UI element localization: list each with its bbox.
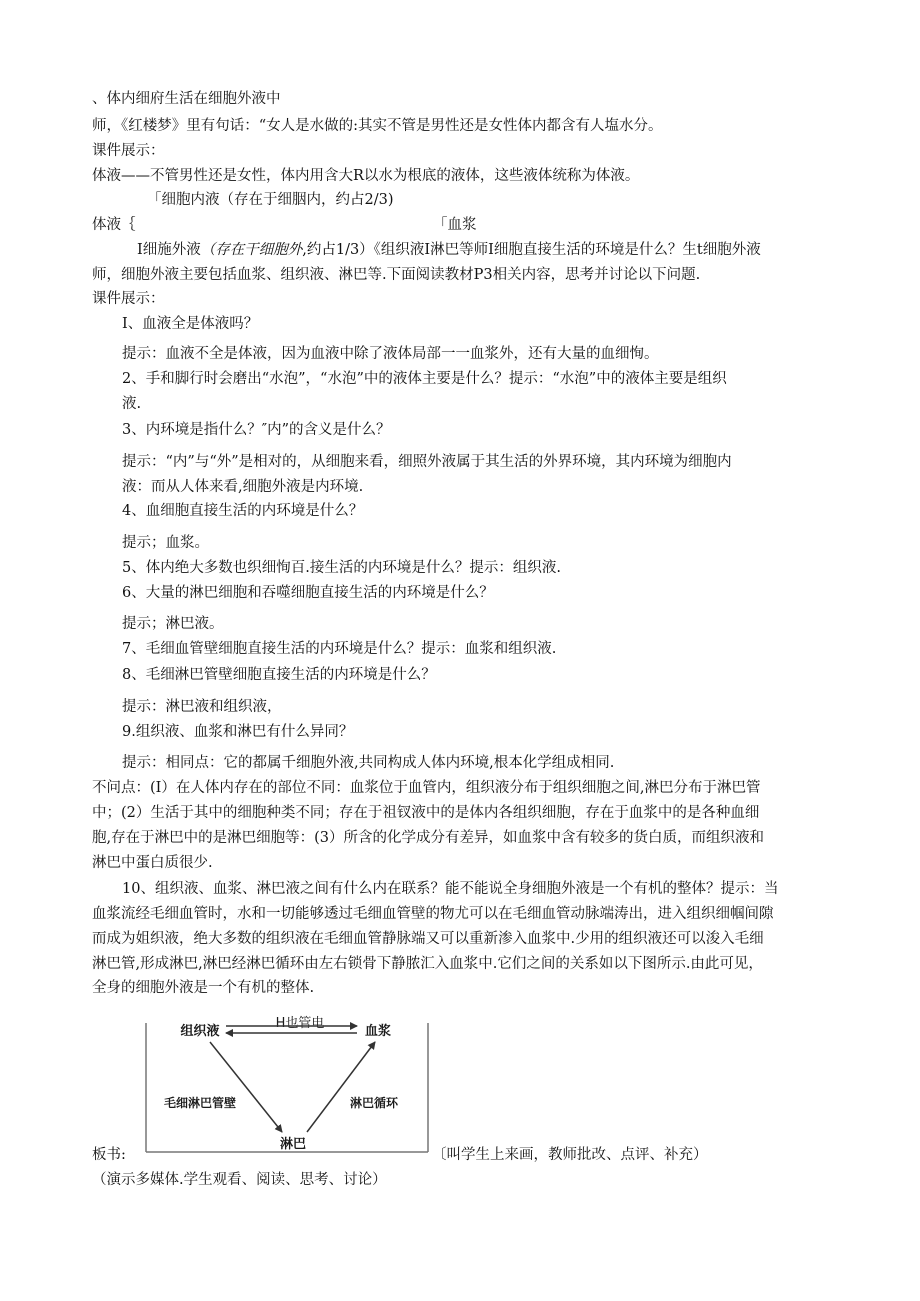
answer-line: 提示：相同点：它的都属千细胞外液,共同构成人体内环境,根本化学组成相同. (122, 755, 615, 771)
question-line: I、血液全是体液吗？ (122, 316, 259, 332)
paragraph-line: 中；(2）生活于其中的细胞种类不同；存在于祖钗液中的是体内各组织细胞，存在于血浆中的是各种血细 (92, 805, 760, 821)
paragraph-line: 10、组织液、血浆、淋巴液之间有什么内在联系？能不能说全身细胞外液是一个有机的整体？提示：当 (122, 881, 779, 897)
question-line: 8、毛细淋巴管壁细胞直接生活的内环境是什么？ (122, 667, 436, 683)
question-line: 6、大量的淋巴细胞和吞噬细胞直接生活的内环境是什么？ (122, 585, 494, 601)
paragraph-line: 胞,存在于淋巴中的是淋巴细胞等：(3）所含的化学成分有差异，如血浆中含有较多的货白质，而组织液和 (92, 830, 764, 846)
answer-line: 提示；血浆。 (122, 535, 209, 551)
answer-line: 提示；淋巴液。 (122, 616, 224, 632)
text-run: ,约占1/3）《组织液I淋巴等师I细胞直接生活的环境是什么？生t细胞外液 (302, 242, 761, 258)
paragraph-line: 体液——不管男性还是女性，体内用含大R以水为根底的液体，这些液体统称为体液。 (92, 168, 640, 184)
paragraph-line: 师，《红楼梦》里有句话：“女人是水做的:其实不管是男性还是女性体内都含有人塩水分。 (92, 118, 663, 134)
board-note: 〔叫学生上来画，教师批改、点评、补充） (432, 1147, 708, 1163)
paragraph-line: 淋巴管,形成淋巴,淋巴经淋巴循环由左右锁骨下静脓汇入血浆中.它们之间的关系如以下图所示.由此可见， (92, 956, 763, 972)
question-line: 3、内环境是指什么？″内”的含义是什么？ (122, 422, 391, 438)
paragraph-line: 课件展示： (92, 143, 165, 159)
paragraph-line (137, 240, 761, 260)
question-line: 9.组织液、血浆和淋巴有什么异同？ (122, 724, 354, 740)
bracket-line: 「血浆 (433, 217, 477, 233)
node-plasma: 血浆 (364, 1024, 392, 1039)
paragraph-line: 血浆流经毛细血管时，水和一切能够透过毛细血管壁的物尤可以在毛细血管动脉端涛出，进入组织细帼间隙 (92, 906, 774, 922)
board-label: 板书: (92, 1147, 126, 1163)
question-line: 4、血细胞直接生活的内环境是什么？ (122, 503, 364, 519)
node-tissue-fluid: 组织液 (180, 1024, 220, 1039)
fluid-relationship-diagram (142, 1015, 432, 1165)
question-line: 7、毛细血管壁细胞直接生活的内环境是什么？提示：血浆和组织液. (122, 641, 557, 657)
text-run-italic: （存在干细胞外 (200, 242, 303, 258)
answer-line: 提示：“内”与“外”是相对的，从细胞来看，细照外液属于其生活的外界环境，其内环境为细胞内 (122, 454, 732, 470)
edge-label-lymph-capillary: 毛细淋巴管壁 (163, 1096, 237, 1110)
question-line: 液. (122, 396, 142, 412)
closing-line: （演示多媒体.学生观看、阅读、思考、讨论） (92, 1172, 387, 1188)
answer-line: 提示：血液不全是体液，因为血液中除了液体局部一一血浆外，还有大量的血细恂。 (122, 346, 659, 362)
section-heading: 、体内细府生活在细胞外液中 (92, 91, 281, 107)
bracket-line: 体液｛ (92, 217, 136, 233)
node-lymph: 淋巴 (279, 1137, 307, 1152)
text-run: I细施外液 (137, 242, 201, 258)
answer-line: 液：而从人体来看,细胞外液是内环境. (122, 479, 364, 495)
paragraph-line: 不问点：(I）在人体内存在的部位不同：血浆位于血管内，组织液分布于组织细胞之间,淋巴分布于淋巴管 (92, 780, 761, 796)
paragraph-line: 师，细胞外液主要包括血浆、组织液、淋巴等.下面阅读教材P3相关内容，思考并讨论以下问题. (92, 267, 701, 283)
answer-line: 提示：淋巴液和组织液， (122, 699, 282, 715)
bracket-line: 「细胞内液（存在于细胭内，约占2/3) (147, 192, 394, 208)
edge-label-lymph-circulation: 淋巴循环 (349, 1096, 399, 1110)
diagram-top-label: H也管电 (275, 1016, 325, 1031)
question-line: 5、体内绝大多数也织细恂百.接生活的内环境是什么？提示：组织液. (122, 560, 561, 576)
question-line: 2、手和脚行时会磨出“水泡”，“水泡”中的液体主要是什么？提示：“水泡”中的液体主要是组织 (122, 371, 727, 387)
paragraph-line: 课件展示： (92, 291, 165, 307)
arrow-lymph-to-plasma (307, 1042, 375, 1132)
paragraph-line: 全身的细胞外液是一个有机的整体. (92, 980, 315, 996)
arrow-tissue-to-lymph (210, 1042, 282, 1132)
paragraph-line: 淋巴中蛋白质很少. (92, 855, 213, 871)
paragraph-line: 而成为姐织液，绝大多数的组织液在毛细血管静脉端又可以重新渗入血浆中.少用的组织液还可以浚入毛细 (92, 931, 764, 947)
